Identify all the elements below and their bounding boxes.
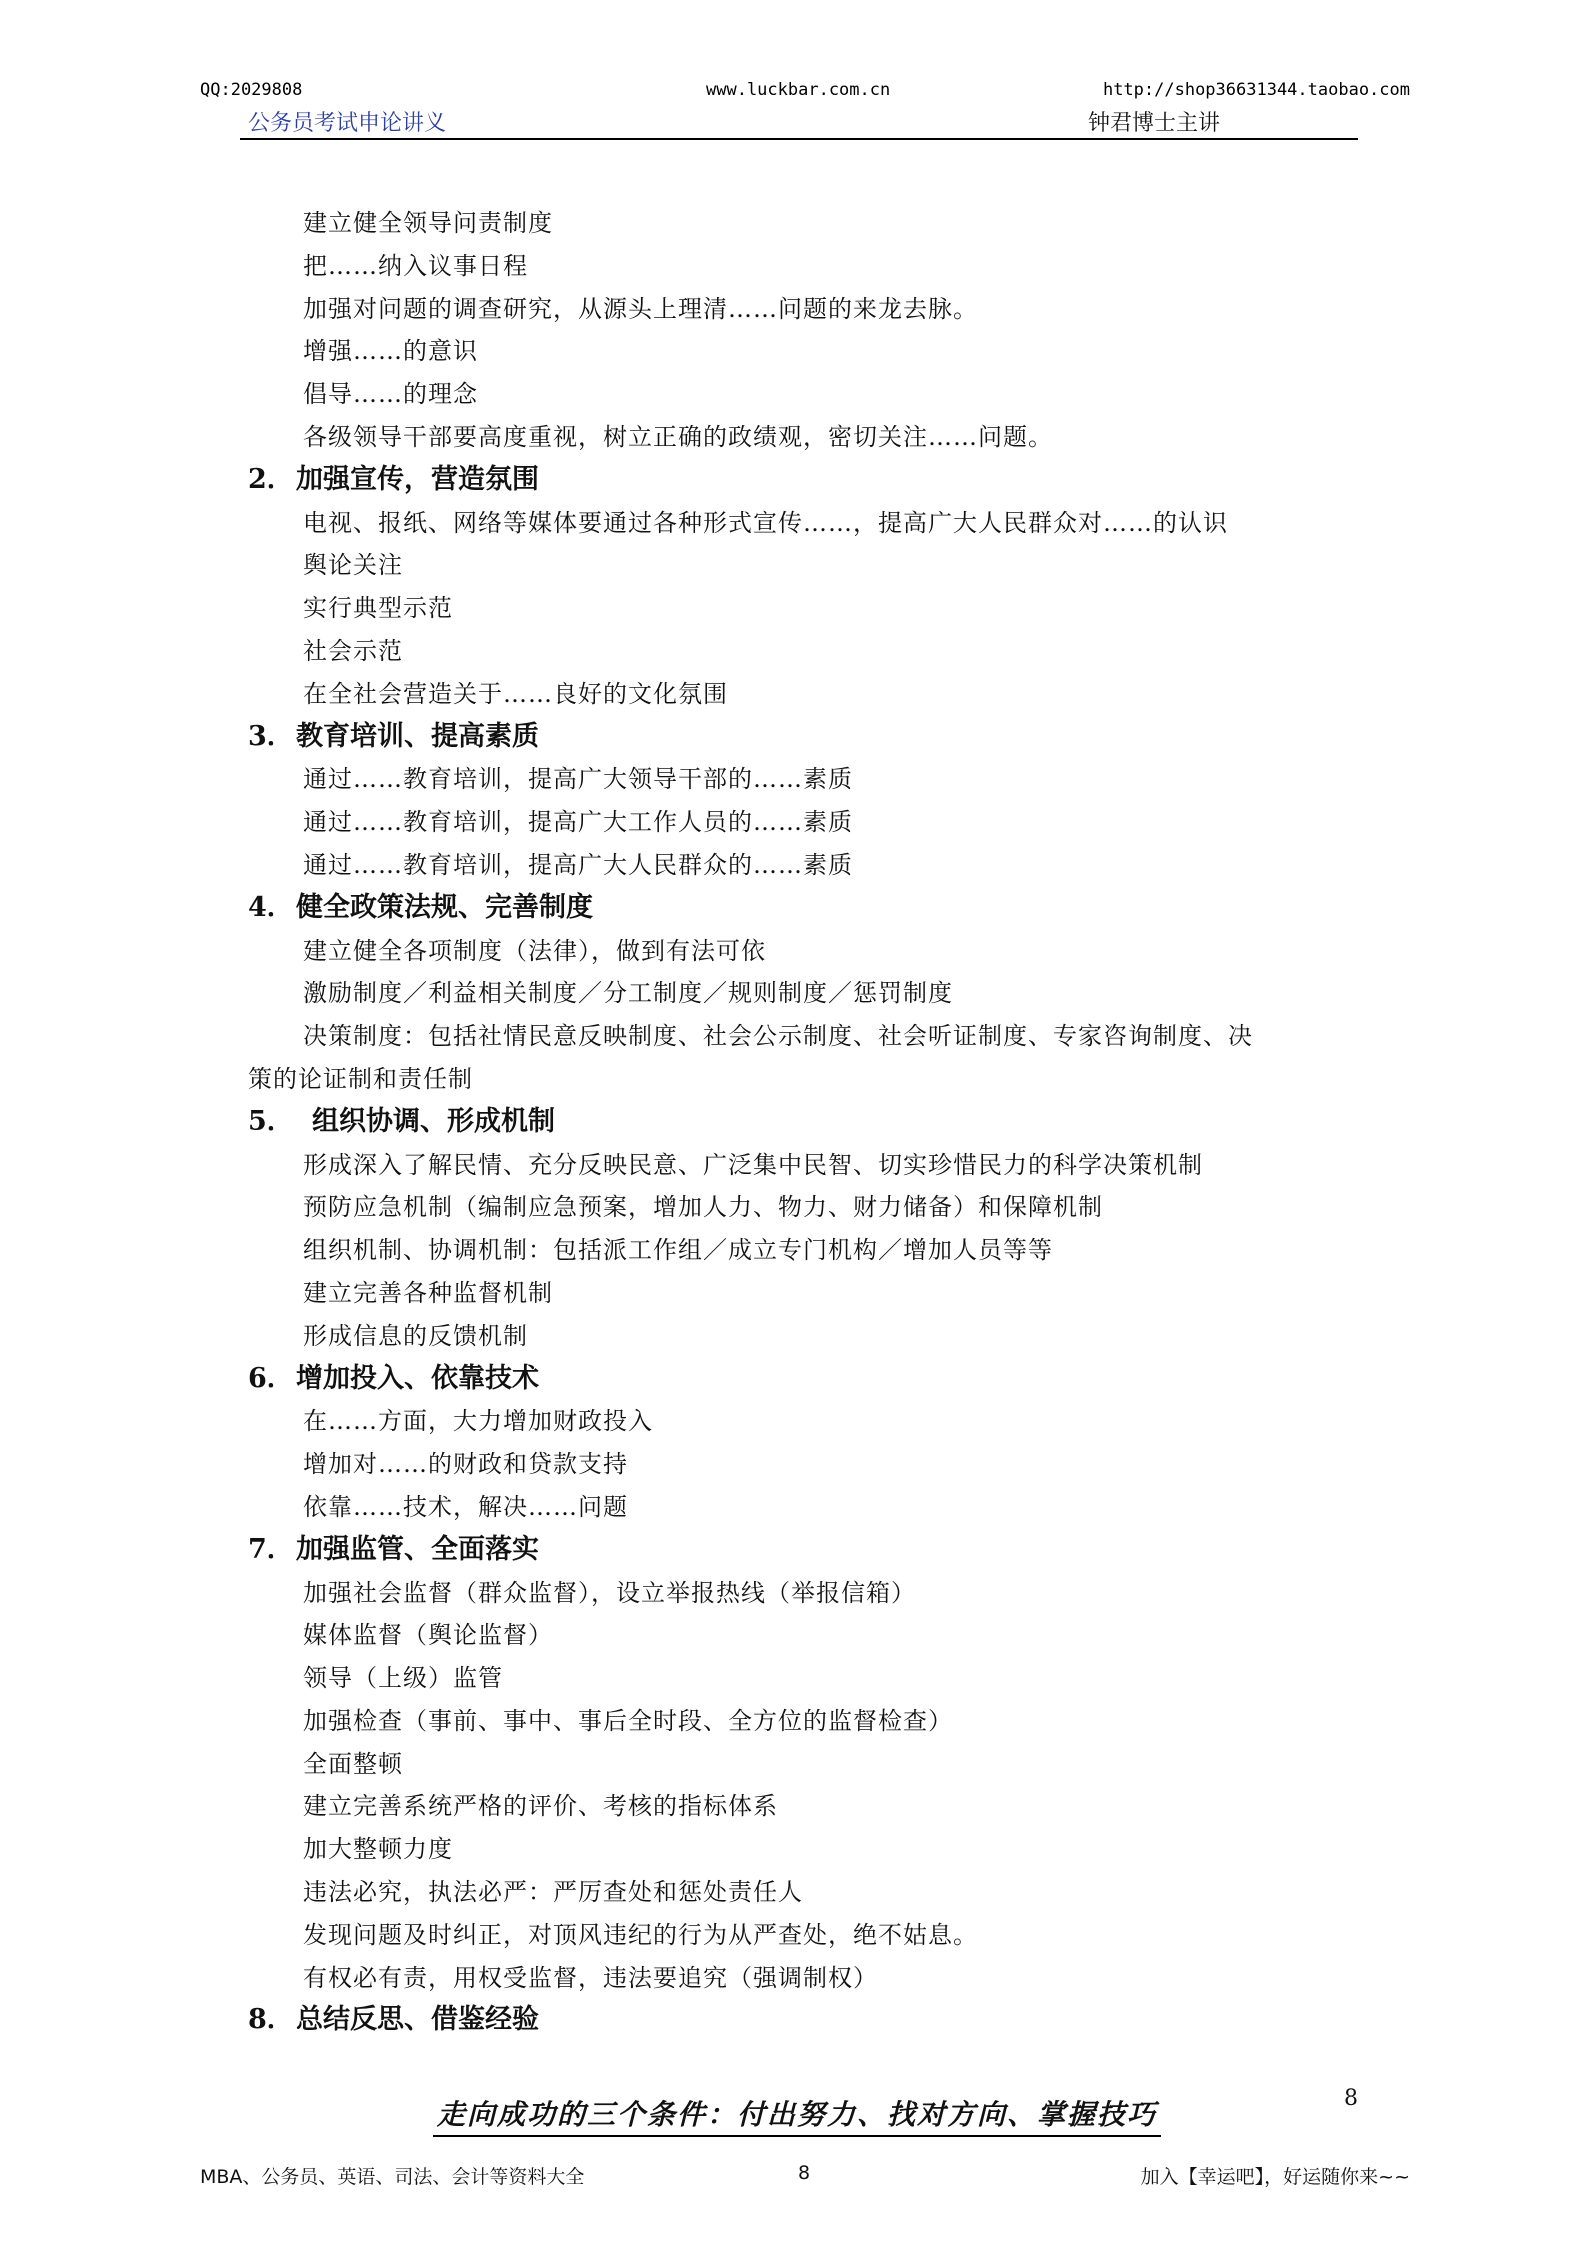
section-line: 社会示范 [303,636,403,665]
section-line: 加强社会监督（群众监督），设立举报热线（举报信箱） [303,1578,916,1607]
header-lecturer: 钟君博士主讲 [1088,111,1221,136]
bottom-left-text: MBA、公务员、英语、司法、会计等资料大全 [200,2166,585,2188]
section-title: 组织协调、形成机制 [312,1105,555,1137]
section-heading [240,716,1390,759]
section-title: 加强宣传，营造氛围 [296,463,539,495]
section-line: 激励制度／利益相关制度／分工制度／规则制度／惩罚制度 [303,979,953,1008]
intro-line: 加强对问题的调查研究，从源头上理清……问题的来龙去脉。 [303,294,978,323]
section-line: 预防应急机制（编制应急预案，增加人力、物力、财力储备）和保障机制 [303,1193,1103,1222]
section-line: 组织机制、协调机制：包括派工作组／成立专门机构／增加人员等等 [303,1236,1053,1265]
section-line: 在……方面，大力增加财政投入 [303,1407,653,1436]
section-heading [240,1101,1390,1144]
section-title: 加强监管、全面落实 [296,1533,539,1565]
section-line: 建立完善各种监督机制 [303,1278,553,1307]
bottom-right-text: 加入【幸运吧】，好运随你来~~ [1140,2166,1410,2188]
intro-line: 各级领导干部要高度重视，树立正确的政绩观，密切关注……问题。 [303,422,1053,451]
intro-line: 倡导……的理念 [303,380,478,409]
section-line: 形成信息的反馈机制 [303,1321,528,1350]
qq-number: QQ:2029808 [200,80,303,100]
page-number: 8 [1344,2086,1358,2111]
section-heading [240,1999,1390,2042]
top-info-bar [200,80,1410,104]
section-line: 增加对……的财政和贷款支持 [303,1450,628,1479]
section-heading [240,887,1390,930]
section-line: 通过……教育培训，提高广大人民群众的……素质 [303,850,853,879]
section-line: 发现问题及时纠正，对顶风违纪的行为从严查处，绝不姑息。 [303,1920,978,1949]
section-line: 通过……教育培训，提高广大领导干部的……素质 [303,765,853,794]
section-line: 依靠……技术，解决……问题 [303,1492,628,1521]
intro-line: 增强……的意识 [303,337,478,366]
section-heading [240,1529,1390,1572]
section-heading [240,459,1390,502]
section-number: 7． [248,1533,294,1565]
shop-url[interactable]: http://shop36631344.taobao.com [1102,80,1410,100]
intro-line: 建立健全领导问责制度 [303,209,553,237]
section-line: 决策制度：包括社情民意反映制度、社会公示制度、社会听证制度、专家咨询制度、决 [303,1022,1253,1051]
section-number: 4． [248,891,294,923]
running-header [240,104,1358,140]
section-line: 电视、报纸、网络等媒体要通过各种形式宣传……，提高广大人民群众对……的认识 [303,508,1228,537]
header-course-title: 公务员考试申论讲义 [248,111,447,136]
section-number: 3． [248,720,294,752]
section-title: 教育培训、提高素质 [296,720,539,752]
bottom-info-bar [200,2162,1410,2188]
section-line: 建立完善系统严格的评价、考核的指标体系 [303,1792,778,1821]
section-line: 加大整顿力度 [303,1835,453,1864]
website-url[interactable]: www.luckbar.com.cn [706,80,891,100]
section-title: 健全政策法规、完善制度 [296,891,593,923]
section-line: 实行典型示范 [303,594,453,623]
section-title: 总结反思、借鉴经验 [296,2004,539,2036]
section-number: 2． [248,463,294,495]
section-line: 领导（上级）监管 [303,1664,503,1693]
section-line: 媒体监督（舆论监督） [303,1621,553,1650]
intro-line: 把……纳入议事日程 [303,251,528,280]
section-heading [240,1358,1390,1401]
section-line: 有权必有责，用权受监督，违法要追究（强调制权） [303,1963,878,1992]
section-line: 加强检查（事前、事中、事后全时段、全方位的监督检查） [303,1706,953,1735]
bottom-page-number: 8 [798,2162,811,2184]
section-title: 增加投入、依靠技术 [296,1362,539,1394]
section-line: 全面整顿 [303,1749,403,1778]
document-body [240,202,1390,2042]
section-number: 5． [248,1105,294,1137]
section-line: 舆论关注 [303,551,403,580]
section-line: 建立健全各项制度（法律），做到有法可依 [303,936,766,965]
section-number: 6． [248,1362,294,1394]
motto-text: 走向成功的三个条件：付出努力、找对方向、掌握技巧 [433,2093,1161,2137]
section-number: 8． [248,2004,294,2036]
section-line: 形成深入了解民情、充分反映民意、广泛集中民智、切实珍惜民力的科学决策机制 [303,1150,1203,1179]
section-line: 违法必究，执法必严：严厉查处和惩处责任人 [303,1878,803,1907]
section-line-continuation: 策的论证制和责任制 [248,1064,473,1093]
section-line: 通过……教育培训，提高广大工作人员的……素质 [303,808,853,837]
section-line: 在全社会营造关于……良好的文化氛围 [303,679,728,708]
